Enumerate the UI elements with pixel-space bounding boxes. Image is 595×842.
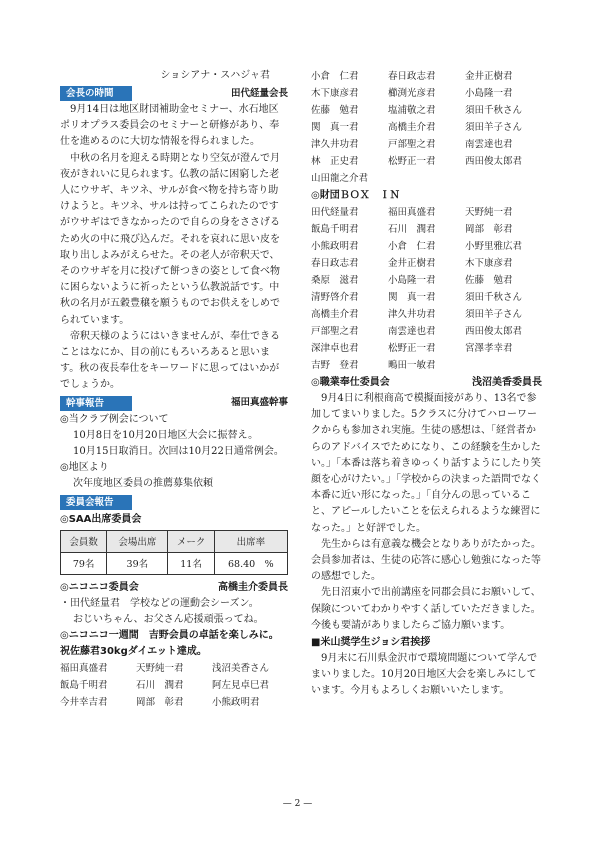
- left-column: [60, 68, 288, 711]
- name-entry: 今井幸吉君: [60, 697, 108, 709]
- name-entry: 南雲達也君: [465, 139, 513, 150]
- name-entry: 木下康彦君: [311, 88, 359, 99]
- name-entry: 桑原 滋君: [311, 275, 359, 286]
- niko-title: ◎ニコニコ委員会: [60, 581, 139, 593]
- name-entry: 金井正樹君: [465, 71, 513, 82]
- name-entry: 小熊政明君: [212, 697, 260, 709]
- name-entry: 南雲達也君: [388, 326, 436, 337]
- name-entry: 津久井功君: [311, 139, 359, 150]
- table-header: 会員数: [61, 530, 107, 552]
- name-entry: 木下康彦君: [465, 258, 513, 269]
- name-entry: 津久井功君: [388, 309, 436, 320]
- table-header: 出席率: [214, 530, 287, 552]
- name-entry: 須田千秋さん: [465, 292, 523, 303]
- name-entry: 小島隆一君: [388, 275, 436, 286]
- name-entry: 西田俊太郎君: [465, 156, 523, 167]
- name-entry: 高橋圭介君: [311, 309, 359, 320]
- name-entry: 戸部聖之君: [311, 326, 359, 337]
- president-section-header: [60, 85, 288, 102]
- niko-week-title: ◎ニコニコ一週間 吉野会員の卓話を楽しみに。祝佐藤君30kgダイエット達成。: [60, 630, 279, 658]
- name-entry: 宮澤孝幸君: [465, 343, 513, 354]
- niko-names-continued: [311, 68, 542, 187]
- president-tag: 会長の時間: [60, 86, 132, 101]
- name-entry: 天野純一君: [465, 207, 513, 218]
- committee-tag: 委員会報告: [60, 495, 132, 510]
- name-entry: 天野純一君: [136, 663, 184, 675]
- name-entry: 福田真盛君: [60, 663, 108, 675]
- name-entry: 吉野 登君: [311, 360, 359, 371]
- secretary-author: 福田真盛幹事: [230, 397, 288, 409]
- name-entry: 石川 潤君: [136, 680, 184, 692]
- name-entry: 金井正樹君: [388, 258, 436, 269]
- name-entry: 小倉 仁君: [311, 71, 359, 82]
- vocational-header: [311, 374, 542, 391]
- vocational-paragraph: 先生からは有意義な機会となりありがたかった。会員参加者は、生徒の応答に感心し勉強になった等の感想でした。: [311, 538, 541, 583]
- secretary-item-line: 次年度地区委員の推薦募集依頼: [73, 478, 213, 490]
- name-entry: 阿左見卓巳君: [212, 680, 270, 692]
- name-entry: 山田龍之介君: [311, 173, 369, 184]
- table-header: メーク: [168, 530, 214, 552]
- greeting-line: ショシアナ・スハジャ君: [160, 70, 270, 81]
- president-paragraph: 中秋の名月を迎える時期となり空気が澄んで月夜がきれいに見られます。仏教の話に困窮した老人にウサギ、キツネ、サルが食べ物を持ち寄り助けようと。キツネ、サルは持ってこられたのですがウサギはできなかったので自らの身をささげるため火の中に飛び込んだ。それを哀れに思い皮を取り出しよみがえらせた。その老人が帝釈天で、そのウサギを月に投げて餅つきの姿として食べ物に困らないように祈ったという仏教説話です。中秋の名月が五穀豊穣を願うものでお供えをしめでられています。: [60, 152, 280, 326]
- name-entry: 岡部 彰君: [465, 224, 513, 235]
- page-number: — 2 —: [282, 799, 313, 809]
- name-entry: 塩浦敬之君: [388, 105, 436, 116]
- name-entry: 西田俊太郎君: [465, 326, 523, 337]
- name-entry: 佐藤 勉君: [465, 275, 513, 286]
- zaidan-title: ◎財団ＢＯＸ ＩＮ: [311, 190, 400, 201]
- table-cell: 79名: [61, 552, 107, 574]
- name-entry: 田代経量君: [311, 207, 359, 218]
- vocational-title: ◎職業奉仕委員会: [311, 377, 390, 388]
- niko-header: [60, 579, 288, 596]
- vocational-chair: 浅沼美香委員長: [472, 377, 542, 388]
- table-cell: 68.40 %: [214, 552, 287, 574]
- name-entry: 林 正史君: [311, 156, 359, 167]
- scholar-paragraph: 9月末に石川県金沢市で環境問題について学んでまいりました。10月20日地区大会を楽しみにしています。今月もよろしくお願いいたします。: [311, 653, 538, 697]
- attendance-table: [60, 530, 288, 575]
- name-entry: 岡部 彰君: [136, 697, 184, 709]
- niko-chair: 高橋圭介委員長: [218, 581, 288, 593]
- niko-week-names: [60, 660, 288, 711]
- name-entry: 石川 潤君: [388, 224, 436, 235]
- name-entry: 小倉 仁君: [388, 241, 436, 252]
- secretary-section-header: [60, 395, 288, 412]
- name-entry: 佐藤 勉君: [311, 105, 359, 116]
- scholar-title: ■米山奨学生ジョシ君挨拶: [311, 637, 431, 649]
- name-entry: 深津卓也君: [311, 343, 359, 354]
- secretary-item-title: ◎当クラブ例会について: [60, 413, 169, 425]
- name-entry: 福田真盛君: [388, 207, 436, 218]
- name-entry: 櫛渕光彦君: [388, 88, 436, 99]
- name-entry: 浅沼美香さん: [212, 663, 270, 675]
- name-entry: 須田羊子さん: [465, 309, 523, 320]
- name-entry: 松野正一君: [388, 343, 436, 354]
- secretary-item-line: 10月15日取消日。次回は10月22日通常例会。: [73, 446, 284, 458]
- name-entry: 関 真一君: [311, 122, 359, 133]
- saa-title: ◎SAA出席委員会: [60, 513, 142, 525]
- secretary-tag: 幹事報告: [60, 396, 132, 411]
- name-entry: 松野正一君: [388, 156, 436, 167]
- table-header: 会場出席: [107, 530, 168, 552]
- name-entry: 春日政志君: [311, 258, 359, 269]
- name-entry: 清野啓介君: [311, 292, 359, 303]
- secretary-item-title: ◎地区より: [60, 462, 109, 474]
- president-author: 田代経量会長: [230, 87, 288, 99]
- name-entry: 飯島千明君: [311, 224, 359, 235]
- name-entry: 須田千秋さん: [465, 105, 523, 116]
- table-cell: 39名: [107, 552, 168, 574]
- name-entry: 飯島千明君: [60, 680, 108, 692]
- name-entry: 須田羊子さん: [465, 122, 523, 133]
- niko-line: ・田代経量君 学校などの運動会シーズン。: [60, 597, 259, 609]
- name-entry: 小島隆一君: [465, 88, 513, 99]
- name-entry: 戸部聖之君: [388, 139, 436, 150]
- right-column: [311, 68, 542, 700]
- name-entry: 小野里雅広君: [465, 241, 523, 252]
- president-paragraph: 9月14日は地区財団補助金セミナー、水石地区ポリオプラス委員会のセミナーと研修があり、奉仕を進めるのに大切な情報を得られました。: [60, 104, 280, 148]
- table-cell: 11名: [168, 552, 214, 574]
- name-entry: 関 真一君: [388, 292, 436, 303]
- vocational-paragraph: 9月4日に利根商高で模擬面接があり、13名で参加してまいりました。5クラスに分けてハローワークからも参加され実施。生徒の感想は、「経営者からのアドバイスでためになり、この経験を生かしたい。」「本番は落ち着きゆっくり話すようにしたり笑顔を心がけたい。」「学校からの決まった語問でなく本番に近い形になった。」「自分んの思っていること、アピールしたいことを伝えられるような練習になった。」と好評でした。: [311, 393, 541, 534]
- vocational-paragraph: 先日沼東小で出前講座を同郡会員にお願いして、保険についてわかりやすく話していただきました。今後も要請がありましたらご協力願います。: [311, 587, 541, 631]
- name-entry: 春日政志君: [388, 71, 436, 82]
- niko-line: おじいちゃん、お父さん応援頑張ってね。: [73, 613, 264, 625]
- committee-section-header: [60, 494, 288, 511]
- name-entry: 小熊政明君: [311, 241, 359, 252]
- name-entry: 鴫田一敏君: [388, 360, 436, 371]
- name-entry: 高橋圭介君: [388, 122, 436, 133]
- zaidan-names: [311, 204, 542, 374]
- president-paragraph: 帝釈天様のようにはいきませんが、奉仕できることはなにか、目の前にもろいろあると思います。秋の夜長奉仕をキーワードに思ってはいかがでしょうか。: [60, 330, 280, 391]
- secretary-item-line: 10月8日を10月20日地区大会に振替え。: [73, 429, 259, 441]
